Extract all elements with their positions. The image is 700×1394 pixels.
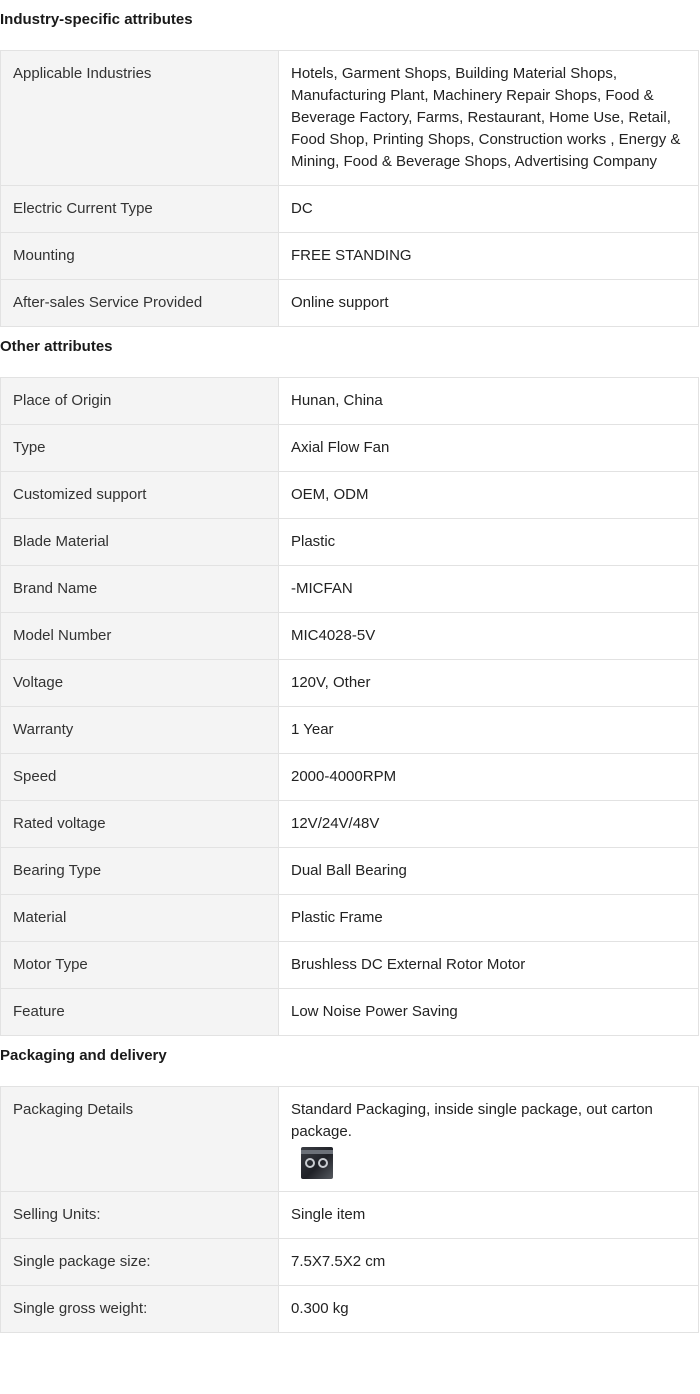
- attribute-key: Blade Material: [1, 519, 279, 566]
- table-row: [1, 895, 699, 942]
- table-row: [1, 942, 699, 989]
- packaging-delivery-section: [0, 1036, 700, 1333]
- attribute-value: 12V/24V/48V: [279, 801, 699, 848]
- section-title: Packaging and delivery: [0, 1047, 167, 1064]
- attribute-value: Single item: [279, 1192, 699, 1239]
- attribute-value: Axial Flow Fan: [279, 425, 699, 472]
- attribute-value: 7.5X7.5X2 cm: [279, 1239, 699, 1286]
- table-row: [1, 1239, 699, 1286]
- attribute-key: Packaging Details: [1, 1087, 279, 1192]
- fan-icon: [318, 1158, 328, 1168]
- packaging-attributes-table: [0, 1086, 699, 1333]
- attribute-key: Warranty: [1, 707, 279, 754]
- attribute-key: Applicable Industries: [1, 51, 279, 186]
- attribute-value: Online support: [279, 280, 699, 327]
- attribute-key: Bearing Type: [1, 848, 279, 895]
- attribute-key: Feature: [1, 989, 279, 1036]
- attribute-value: FREE STANDING: [279, 233, 699, 280]
- fan-frame-icon: [301, 1150, 333, 1154]
- section-title: Other attributes: [0, 338, 113, 355]
- table-row: [1, 425, 699, 472]
- table-row: [1, 613, 699, 660]
- attribute-value: Dual Ball Bearing: [279, 848, 699, 895]
- attribute-key: Speed: [1, 754, 279, 801]
- attribute-value: Plastic Frame: [279, 895, 699, 942]
- table-row: [1, 848, 699, 895]
- section-title: Industry-specific attributes: [0, 11, 193, 28]
- table-row: [1, 1087, 699, 1192]
- attribute-key: Material: [1, 895, 279, 942]
- table-row: [1, 801, 699, 848]
- attribute-key: Electric Current Type: [1, 186, 279, 233]
- table-row: [1, 186, 699, 233]
- attribute-value: OEM, ODM: [279, 472, 699, 519]
- attribute-key: After-sales Service Provided: [1, 280, 279, 327]
- attribute-value: Hunan, China: [279, 378, 699, 425]
- attribute-value: Plastic: [279, 519, 699, 566]
- table-row: [1, 566, 699, 613]
- attribute-value: Standard Packaging, inside single package, out carton package.: [291, 1101, 653, 1140]
- attribute-value: Hotels, Garment Shops, Building Material Shops, Manufacturing Plant, Machinery Repair Shops, Food & Beverage Factory, Farms, Restaurant, Home Use, Retail, Food Shop, Printing Shops, Construction works , Energy & Mining, Food & Beverage Shops, Advertising Company: [279, 51, 699, 186]
- attribute-key: Selling Units:: [1, 1192, 279, 1239]
- attribute-key: Model Number: [1, 613, 279, 660]
- attribute-value: DC: [279, 186, 699, 233]
- attribute-key: Single package size:: [1, 1239, 279, 1286]
- attribute-value: Brushless DC External Rotor Motor: [279, 942, 699, 989]
- other-attributes-section: [0, 327, 700, 1036]
- attribute-value: Low Noise Power Saving: [279, 989, 699, 1036]
- table-row: [1, 519, 699, 566]
- attribute-value: 2000-4000RPM: [279, 754, 699, 801]
- table-row: [1, 1286, 699, 1333]
- attribute-value: -MICFAN: [279, 566, 699, 613]
- table-row: [1, 378, 699, 425]
- attribute-value: 1 Year: [279, 707, 699, 754]
- table-row: [1, 280, 699, 327]
- attribute-value: 120V, Other: [279, 660, 699, 707]
- attribute-value: MIC4028-5V: [279, 613, 699, 660]
- table-row: [1, 1192, 699, 1239]
- packaging-thumbnail-image[interactable]: [301, 1147, 333, 1179]
- industry-attributes-table: [0, 50, 699, 327]
- table-row: [1, 233, 699, 280]
- fan-icon: [305, 1158, 315, 1168]
- attribute-key: Type: [1, 425, 279, 472]
- other-attributes-table: [0, 377, 699, 1036]
- attribute-key: Place of Origin: [1, 378, 279, 425]
- attribute-value-cell: [279, 1087, 699, 1192]
- table-row: [1, 989, 699, 1036]
- attribute-key: Voltage: [1, 660, 279, 707]
- industry-specific-section: [0, 0, 700, 327]
- attribute-key: Single gross weight:: [1, 1286, 279, 1333]
- table-row: [1, 472, 699, 519]
- table-row: [1, 754, 699, 801]
- table-row: [1, 51, 699, 186]
- table-row: [1, 660, 699, 707]
- table-row: [1, 707, 699, 754]
- attribute-key: Motor Type: [1, 942, 279, 989]
- attribute-key: Mounting: [1, 233, 279, 280]
- attribute-value: 0.300 kg: [279, 1286, 699, 1333]
- attribute-key: Brand Name: [1, 566, 279, 613]
- attribute-key: Rated voltage: [1, 801, 279, 848]
- attribute-key: Customized support: [1, 472, 279, 519]
